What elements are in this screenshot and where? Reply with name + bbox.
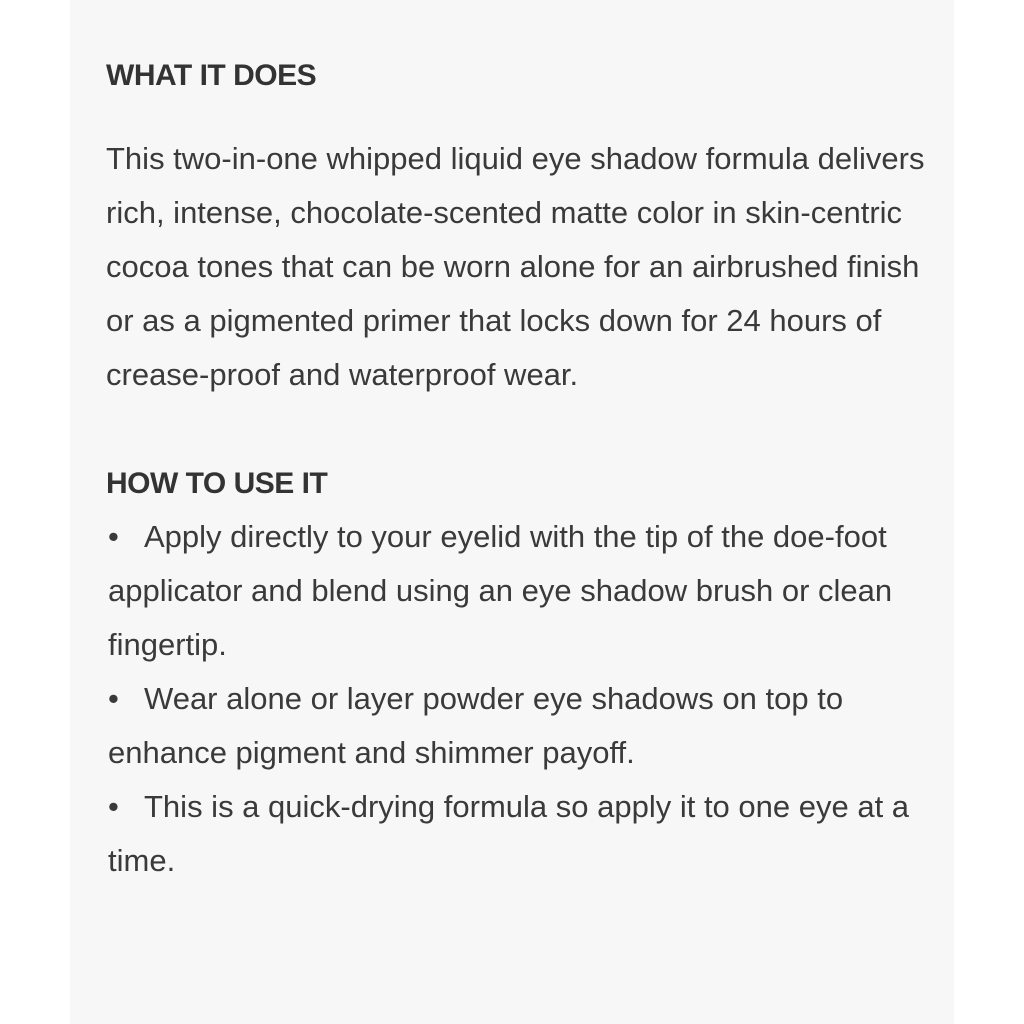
list-item-text: Wear alone or layer powder eye shadows on top to enhance pigment and shimmer payoff. (108, 681, 844, 770)
left-margin (0, 0, 70, 1024)
right-margin (954, 0, 1024, 1024)
list-item-text: This is a quick-drying formula so apply it to one eye at a time. (108, 789, 910, 878)
bullet-mark: • (108, 681, 119, 716)
list-item-text: Apply directly to your eyelid with the tip of the doe-foot applicator and blend using an eye shadow brush or clean fingertip. (108, 519, 893, 662)
bullet-mark: • (108, 789, 119, 824)
how-to-use-heading: HOW TO USE IT (106, 467, 328, 500)
bullet-mark: • (108, 519, 119, 554)
what-it-does-text: This two-in-one whipped liquid eye shadow formula delivers rich, intense, chocolate-scented matte color in skin-centric cocoa tones that can be worn alone for an airbrushed finish or as a pigmented primer that locks down for 24 hours of crease-proof and waterproof wear. (106, 141, 925, 392)
product-description (106, 50, 936, 888)
how-to-use-list (106, 510, 936, 888)
what-it-does-heading: WHAT IT DOES (106, 59, 317, 92)
list-item (108, 510, 936, 672)
list-item (108, 672, 936, 780)
list-item (108, 780, 936, 888)
